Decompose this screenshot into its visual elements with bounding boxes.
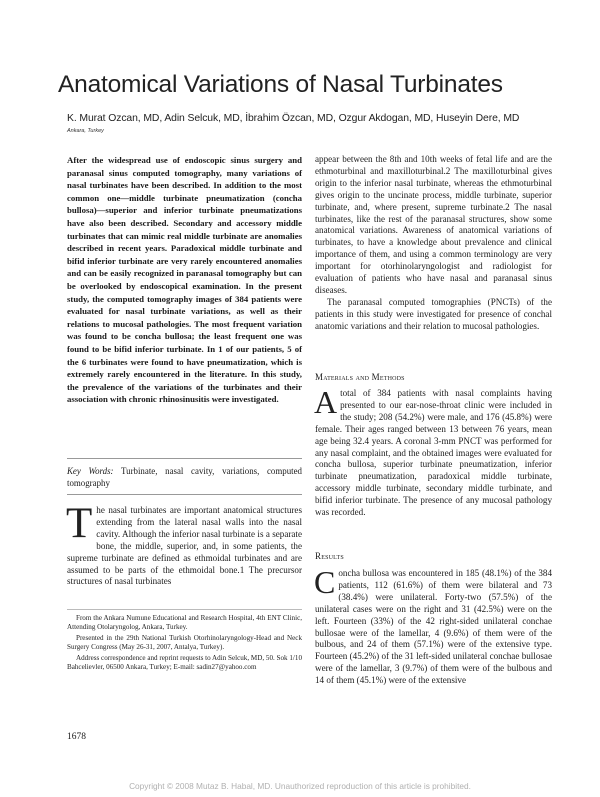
footnote-affiliation: From the Ankara Numune Educational and Research Hospital, 4th ENT Clinic, Attending Otolaryngolog, Ankara, Turkey. xyxy=(67,614,302,632)
methods-text: total of 384 patients with nasal complaints having presented to our ear-nose-throat clinic were included in the study; 208 (54.2%) were male, and 176 (45.8%) were female. Their ages ranged between 13 between 76 years, mean age being 32.4 years. A coronal 3-mm PNCT was performed for any nasal complaint, and the obtained images were evaluated for concha bullosa, superior turbinate pneumatization, inferior turbinate pneumatization, paradoxical middle turbinate, accessory middle turbinate, secondary middle turbinate, and bifid inferior turbinate. The presence of any mucosal pathology was recorded. xyxy=(315,388,552,518)
results-text: oncha bullosa was encountered in 185 (48.1%) of the 384 patients, 112 (61.6%) of them were bilateral and 73 (38.4%) were unilateral. Forty-two (57.5%) of the unilateral cases were on the right and 31 (42.5%) were on the left. Fourteen (33%) of the 42 right-sided unilateral conchae bullosae were of the lamellar, 4 (9.6%) of them were of the bulbous, and 24 of them (57.1%) were of the extensive type. Fourteen (45.2%) of the 31 left-sided unilateral conchae bullosae were of the lamellar, 3 (9.7%) of them were of the bulbous and 14 of them (45.1%) were of the extensive xyxy=(315,568,552,686)
results-heading: Results xyxy=(315,551,344,561)
author-affiliation: Ankara, Turkey xyxy=(67,128,104,134)
keywords-bottom-rule xyxy=(67,494,302,495)
intro-continued-paragraph: appear between the 8th and 10th weeks of fetal life and are the ethmoturbinal and maxilloturbinal.2 The maxilloturbinal gives origin to the inferior nasal turbinate, whereas the ethmoturbinal gives origin to the uncinate process, middle turbinate, superior turbinate, and, where present, supreme turbinate.2 The nasal turbinates, like the rest of the paranasal structures, show some anatomical variations. Awareness of anatomical variations of turbinates, to have a knowledge about prevalence and clinical importance of them, and using a common terminology are very important for otorhinolaryngologist and radiologist for evaluation of patients who have nasal and paranasal sinus diseases. xyxy=(315,154,552,295)
methods-paragraph xyxy=(314,384,552,519)
keywords xyxy=(67,465,302,490)
keywords-label: Key Words: xyxy=(67,466,114,476)
keywords-top-rule xyxy=(67,458,302,459)
author-list: K. Murat Ozcan, MD, Adin Selcuk, MD, İbrahim Özcan, MD, Ozgur Akdogan, MD, Huseyin Dere, MD xyxy=(67,113,520,124)
article-title: Anatomical Variations of Nasal Turbinates xyxy=(58,71,503,98)
introduction-paragraph xyxy=(66,500,302,588)
intro-objective-paragraph: The paranasal computed tomographies (PNCTs) of the patients in this study were investigated for presence of conchal anatomic variations and their relation to mucosal pathologies. xyxy=(315,296,552,331)
keywords-text: Turbinate, nasal cavity, variations, computed tomography xyxy=(67,466,302,489)
abstract: After the widespread use of endoscopic sinus surgery and paranasal sinus computed tomography, many variations of nasal turbinates have been described. In addition to the most common one—middle turbinate pneumatization (concha bullosa)—superior and inferior turbinate pneumatizations have also been described. Secondary and accessory middle turbinates that can mimic real middle turbinate are anomalies described in recent years. Paradoxical middle turbinate and bifid inferior turbinate are very rarely encountered anomalies and can be easily recognized in paranasal tomography but can be overlooked by endoscopical examination. In the present study, the computed tomography images of 384 patients were evaluated for nasal turbinate variations, as well as their relations to mucosal pathologies. The most frequent variation was found to be concha bullosa; the least frequent one was found to be bifid inferior turbinate. In 1 of our patients, 5 of the 6 turbinates were found to have pneumatization, which is extremely rarely encountered in the literature. In this study, the prevalence of the variations of the turbinates and their association with chronic rhinosinusitis were investigated. xyxy=(67,155,302,405)
footnote-rule xyxy=(67,609,302,610)
footnote-presentation: Presented in the 29th National Turkish Otorhinolaryngology-Head and Neck Surgery Congress (May 26-31, 2007, Antalya, Turkey). xyxy=(67,633,302,652)
footnote-correspondence: Address correspondence and reprint requests to Adin Selcuk, MD, 50. Sok 1/10 Bahcelievler, 06500 Ankara, Turkey; E-mail: sadin27@yahoo.com xyxy=(67,653,302,672)
page-number: 1678 xyxy=(67,732,86,742)
methods-drop-cap: A xyxy=(314,384,338,420)
right-column-intro xyxy=(315,154,552,333)
intro-drop-cap: T xyxy=(66,500,93,547)
footnotes xyxy=(67,614,302,673)
results-paragraph xyxy=(314,564,552,687)
results-drop-cap: C xyxy=(314,564,336,600)
intro-text: he nasal turbinates are important anatomical structures extending from the lateral nasal walls into the nasal cavity. Although the inferior nasal turbinate is a separate bone, the middle, superior, and, in some patients, the supreme turbinate are defined as ethmoidal turbinates and are assumed to be parts of the ethmoidal bone.1 The precursor structures of nasal turbinates xyxy=(67,505,302,587)
copyright-notice: Copyright © 2008 Mutaz B. Habal, MD. Unauthorized reproduction of this article is prohibited. xyxy=(129,781,471,791)
methods-heading: Materials and Methods xyxy=(315,372,405,382)
